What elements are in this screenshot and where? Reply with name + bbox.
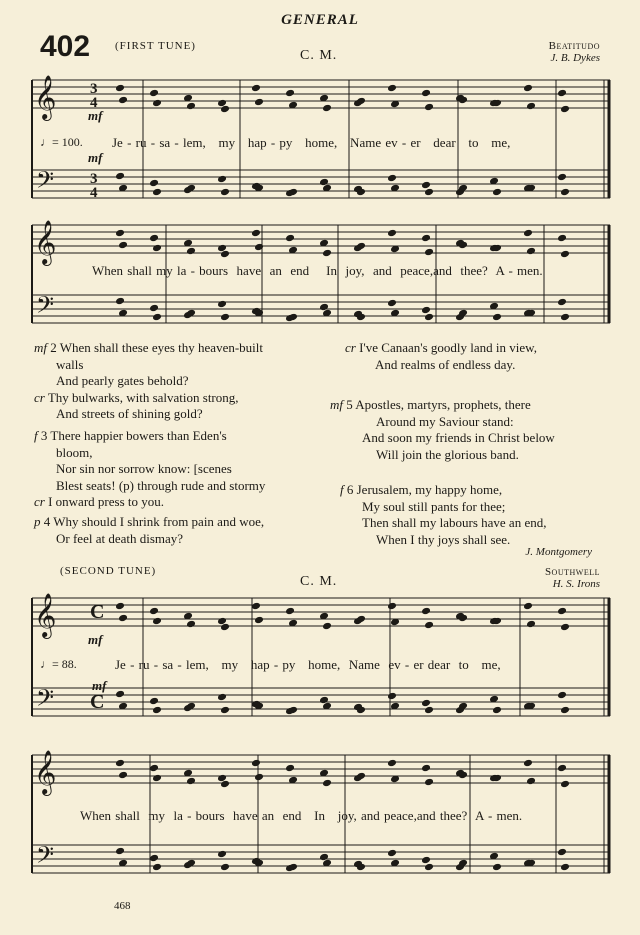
second-tune-label: (SECOND TUNE) (60, 565, 157, 577)
svg-text:4: 4 (90, 95, 98, 111)
note-head (115, 172, 125, 181)
treble-clef-icon: 𝄞 (34, 750, 57, 794)
note-head (217, 300, 227, 309)
note-head (557, 764, 567, 773)
note-head (149, 607, 159, 616)
note-head (115, 602, 125, 611)
first-tune-dynamic: mf (88, 108, 103, 123)
note-head (118, 614, 128, 623)
note-head (115, 759, 125, 768)
note-head (251, 602, 261, 611)
note-head (217, 175, 227, 184)
note-head (152, 188, 162, 197)
note-head (115, 229, 125, 238)
note-head (186, 620, 196, 629)
note-head (149, 764, 159, 773)
note-head (424, 778, 434, 787)
note-head (421, 699, 431, 708)
note-head (186, 247, 196, 256)
note-head (118, 96, 128, 105)
note-head (387, 759, 397, 768)
note-head (186, 777, 196, 786)
bass-clef-icon: 𝄢 (36, 166, 55, 199)
note-head (526, 102, 536, 111)
hymn-number: 402 (40, 30, 91, 63)
verse-5: mf 5 Apostles, martyrs, prophets, there Around my Saviour stand: And soon my friends in Christ below Will join the glorious band. (330, 397, 555, 462)
note-head (152, 99, 162, 108)
note-head (526, 777, 536, 786)
note-head (557, 234, 567, 243)
note-head (186, 102, 196, 111)
note-head (220, 863, 230, 872)
note-head (421, 764, 431, 773)
note-head (424, 621, 434, 630)
note-head (118, 771, 128, 780)
page-header: GENERAL (281, 12, 359, 28)
bass-clef-icon: 𝄢 (36, 291, 55, 324)
note-head (424, 706, 434, 715)
note-head (251, 84, 261, 93)
note-head (523, 759, 533, 768)
note-head (557, 691, 567, 700)
note-head (421, 607, 431, 616)
first-tune-lyrics-line1: Je - ru - sa - lem, my hap - py home, Name ev - er dear to me, (112, 135, 511, 150)
note-head (322, 622, 332, 631)
note-head (152, 313, 162, 322)
treble-clef-icon: 𝄞 (34, 220, 57, 264)
note-head (523, 229, 533, 238)
second-tune-tempo: ♩= 88. (40, 657, 77, 671)
note-head (254, 616, 264, 625)
note-head (421, 181, 431, 190)
note-head (285, 607, 295, 616)
note-head (118, 241, 128, 250)
note-head (149, 304, 159, 313)
note-head (115, 297, 125, 306)
first-tune-dynamic-bass: mf (88, 150, 103, 165)
second-tune-lyrics-line2: When shall my la - bours have an end In joy, and peace,and thee? A - men. (80, 808, 523, 823)
note-head (152, 774, 162, 783)
page-number: 468 (114, 900, 131, 912)
note-head (152, 706, 162, 715)
staff-system-3-treble (32, 598, 610, 626)
note-head (115, 847, 125, 856)
verse-3: f 3 There happier bowers than Eden's bloom, Nor sin nor sorrow know: [scenes Blest seats! (p) through rude and stormy cr I onward press to you. (34, 428, 266, 509)
second-tune-composer: H. S. Irons (552, 578, 600, 590)
note-head (217, 850, 227, 859)
note-head (492, 188, 502, 197)
note-head (560, 780, 570, 789)
note-head (424, 103, 434, 112)
svg-text:C: C (90, 691, 105, 713)
svg-text:3: 3 (90, 171, 98, 187)
note-head (149, 854, 159, 863)
note-head (220, 706, 230, 715)
note-head (149, 179, 159, 188)
note-head (322, 104, 332, 113)
staff-system-1-treble (32, 80, 610, 108)
first-tune-meter: C. M. (300, 48, 338, 63)
note-head (322, 249, 332, 258)
note-head (251, 759, 261, 768)
svg-text:C: C (90, 601, 105, 623)
note-head (149, 697, 159, 706)
staff-system-4-treble (32, 755, 610, 783)
note-head (152, 617, 162, 626)
note-head (526, 247, 536, 256)
note-head (115, 690, 125, 699)
note-head (285, 764, 295, 773)
note-head (523, 84, 533, 93)
note-head (424, 248, 434, 257)
time-signature: 3 (90, 81, 98, 97)
note-head (387, 174, 397, 183)
note-head (421, 234, 431, 243)
note-head (322, 779, 332, 788)
treble-clef-icon: 𝄞 (34, 593, 57, 637)
note-head (387, 84, 397, 93)
verse-4-continued: cr I've Canaan's goodly land in view, And realms of endless day. (345, 340, 537, 372)
verse-6: f 6 Jerusalem, my happy home, My soul still pants for thee; Then shall my labours have an end, When I thy joys shall see. (340, 482, 547, 547)
note-head (523, 602, 533, 611)
note-head (152, 244, 162, 253)
second-tune-lyrics-line1: Je - ru - sa - lem, my hap - py home, Name ev - er dear to me, (115, 657, 501, 672)
note-head (421, 856, 431, 865)
note-head (217, 693, 227, 702)
note-head (387, 849, 397, 858)
note-head (560, 623, 570, 632)
note-head (492, 313, 502, 322)
note-head (251, 229, 261, 238)
svg-text:4: 4 (90, 185, 98, 201)
note-head (220, 188, 230, 197)
note-head (387, 692, 397, 701)
first-tune-composer: J. B. Dykes (550, 52, 600, 64)
note-head (421, 306, 431, 315)
staff-system-2-treble (32, 225, 610, 253)
note-head (285, 234, 295, 243)
note-head (424, 313, 434, 322)
note-head (220, 313, 230, 322)
note-head (424, 863, 434, 872)
hymn-author: J. Montgomery (525, 546, 592, 558)
second-tune-dynamic: mf (88, 632, 103, 647)
quarter-note-icon: ♩ (40, 657, 52, 671)
note-head (152, 863, 162, 872)
note-head (560, 105, 570, 114)
note-head (557, 298, 567, 307)
note-head (254, 98, 264, 107)
first-tune-label: (FIRST TUNE) (115, 40, 196, 52)
verse-2: mf 2 When shall these eyes thy heaven-built walls And pearly gates behold? cr Thy bulwarks, with salvation strong, And streets of shining gold? (34, 340, 264, 421)
verse-4: p 4 Why should I shrink from pain and woe, Or feel at death dismay? (34, 514, 265, 546)
second-tune-meter: C. M. (300, 574, 338, 589)
treble-clef-icon: 𝄞 (34, 75, 57, 119)
note-head (387, 299, 397, 308)
note-head (421, 89, 431, 98)
second-tune-name: Southwell (544, 566, 600, 578)
bass-clef-icon: 𝄢 (36, 841, 55, 874)
note-head (560, 250, 570, 259)
note-head (526, 620, 536, 629)
second-tune-dynamic-bass: mf (92, 678, 107, 693)
note-head (560, 188, 570, 197)
first-tune-lyrics-line2: When shall my la - bours have an end In joy, and peace,and thee? A - men. (92, 263, 543, 278)
note-head (557, 89, 567, 98)
first-tune-name: Beatitudo (548, 40, 600, 52)
note-head (115, 84, 125, 93)
bass-clef-icon: 𝄢 (36, 684, 55, 717)
note-head (149, 234, 159, 243)
note-head (492, 706, 502, 715)
note-head (557, 607, 567, 616)
note-head (492, 863, 502, 872)
note-head (557, 848, 567, 857)
note-head (557, 173, 567, 182)
note-head (254, 773, 264, 782)
note-head (560, 863, 570, 872)
first-tune-tempo: ♩= 100. (40, 135, 83, 149)
note-head (560, 313, 570, 322)
note-head (285, 89, 295, 98)
note-head (387, 229, 397, 238)
note-head (424, 188, 434, 197)
quarter-note-icon: ♩ (40, 135, 52, 149)
note-head (387, 602, 397, 611)
note-head (560, 706, 570, 715)
note-head (149, 89, 159, 98)
